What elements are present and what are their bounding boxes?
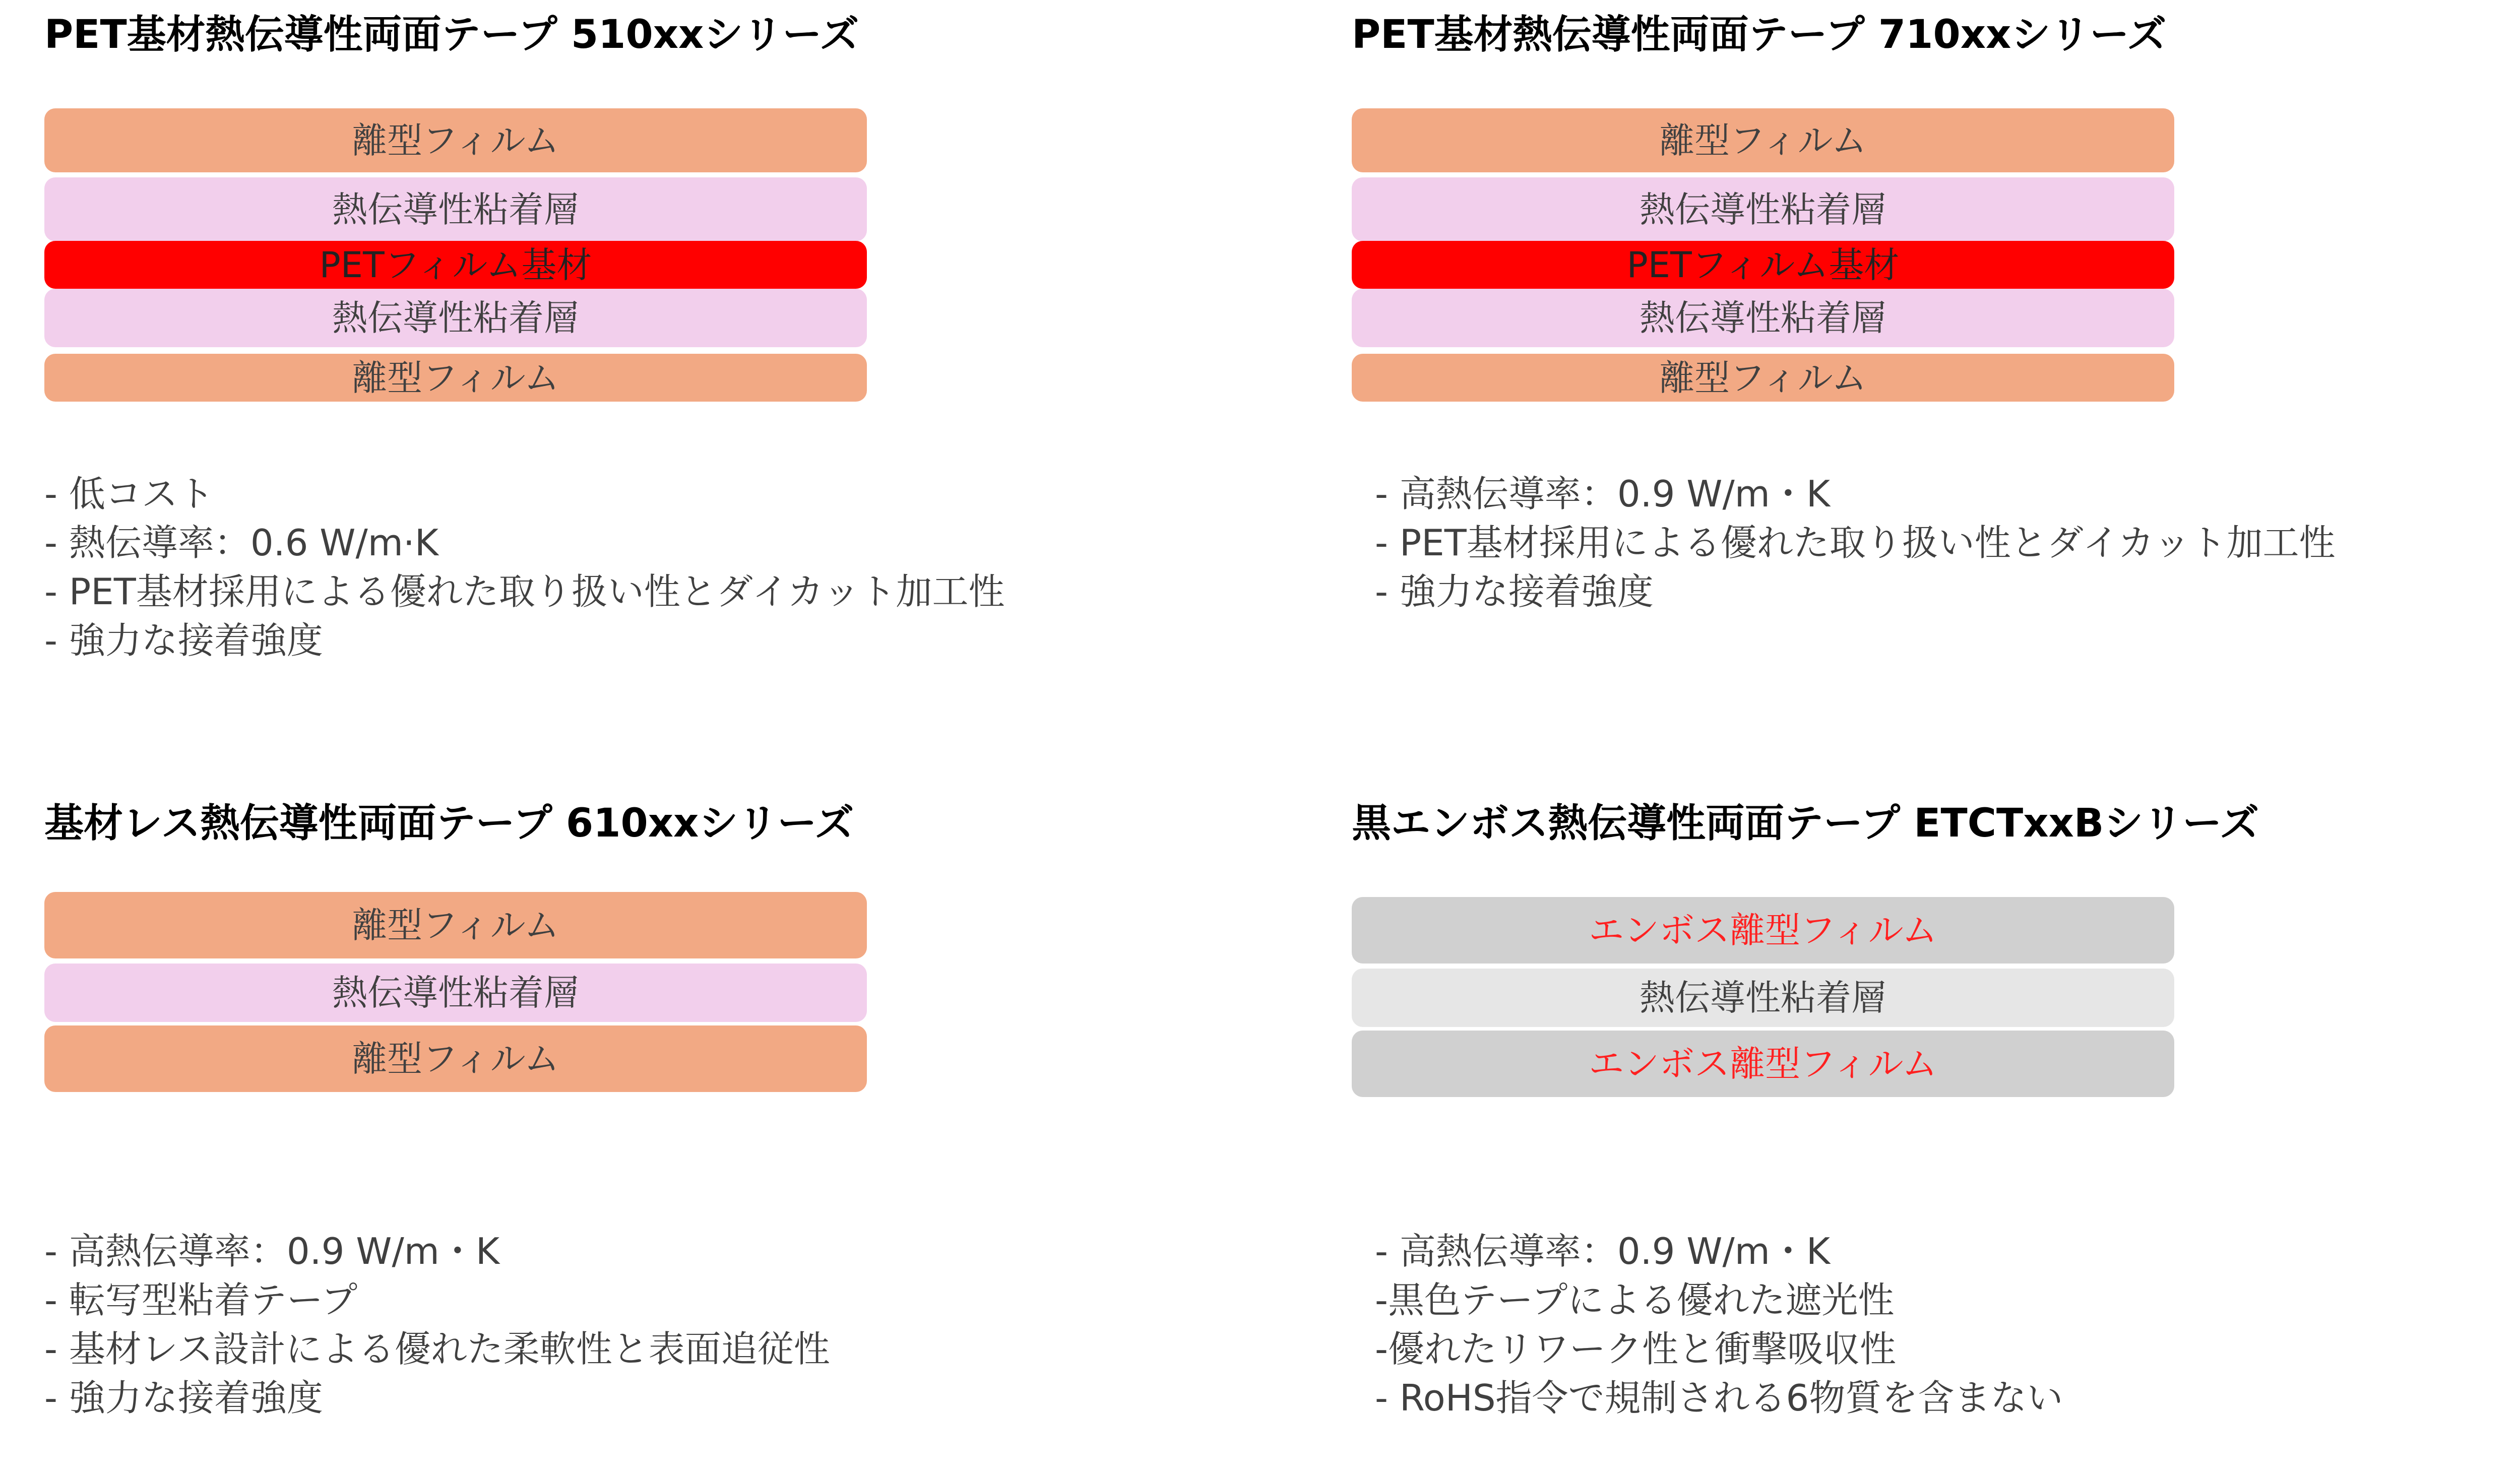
panel-title: PET基材熱伝導性両面テープ 710xxシリーズ bbox=[1352, 12, 2167, 57]
feature-list bbox=[44, 470, 1004, 665]
layer-release-film: 離型フィルム bbox=[44, 108, 867, 172]
layer-emboss-release-film: エンボス離型フィルム bbox=[1352, 1031, 2174, 1097]
feature-item: - PET基材採用による優れた取り扱い性とダイカット加工性 bbox=[44, 570, 1005, 613]
layer-base: PETフィルム基材 bbox=[44, 241, 867, 289]
layer-release-film: 離型フィルム bbox=[1352, 354, 2174, 402]
feature-item: -黒色テープによる優れた遮光性 bbox=[1375, 1279, 1895, 1321]
feature-item: - 転写型粘着テープ bbox=[44, 1279, 358, 1321]
feature-item: - 低コスト bbox=[44, 473, 214, 515]
panel-title: 基材レス熱伝導性両面テープ 610xxシリーズ bbox=[44, 801, 854, 846]
layer-base: PETフィルム基材 bbox=[1352, 241, 2174, 289]
feature-item: - 高熱伝導率：0.9 W/m・K bbox=[44, 1230, 500, 1272]
layer-release-film: 離型フィルム bbox=[44, 1025, 867, 1092]
layer-adhesive: 熱伝導性粘着層 bbox=[1352, 177, 2174, 241]
feature-item: - 高熱伝導率：0.9 W/m・K bbox=[1375, 1230, 1831, 1272]
layer-adhesive: 熱伝導性粘着層 bbox=[44, 289, 867, 347]
feature-item: - 強力な接着強度 bbox=[1375, 570, 1654, 613]
feature-list bbox=[1375, 1227, 2063, 1423]
layer-adhesive: 熱伝導性粘着層 bbox=[1352, 289, 2174, 347]
panel-title: 黒エンボス熱伝導性両面テープ ETCTxxBシリーズ bbox=[1352, 801, 2259, 846]
panel-title: PET基材熱伝導性両面テープ 510xxシリーズ bbox=[44, 12, 859, 57]
layer-release-film: 離型フィルム bbox=[44, 892, 867, 958]
feature-item: - RoHS指令で規制される6物質を含まない bbox=[1375, 1377, 2063, 1419]
feature-item: - 強力な接着強度 bbox=[44, 1377, 323, 1419]
feature-item: -優れたリワーク性と衝撃吸収性 bbox=[1375, 1328, 1896, 1370]
layer-adhesive: 熱伝導性粘着層 bbox=[44, 177, 867, 241]
feature-item: - 高熱伝導率：0.9 W/m・K bbox=[1375, 473, 1831, 515]
layer-adhesive: 熱伝導性粘着層 bbox=[1352, 969, 2174, 1027]
layer-adhesive: 熱伝導性粘着層 bbox=[44, 964, 867, 1022]
layer-release-film: 離型フィルム bbox=[1352, 108, 2174, 172]
feature-list bbox=[1375, 470, 2335, 616]
feature-item: - PET基材採用による優れた取り扱い性とダイカット加工性 bbox=[1375, 522, 2336, 564]
feature-item: - 強力な接着強度 bbox=[44, 619, 323, 662]
feature-list bbox=[44, 1227, 830, 1423]
layer-emboss-release-film: エンボス離型フィルム bbox=[1352, 897, 2174, 964]
layer-release-film: 離型フィルム bbox=[44, 354, 867, 402]
feature-item: - 熱伝導率：0.6 W/m·K bbox=[44, 522, 438, 564]
feature-item: - 基材レス設計による優れた柔軟性と表面追従性 bbox=[44, 1328, 830, 1370]
